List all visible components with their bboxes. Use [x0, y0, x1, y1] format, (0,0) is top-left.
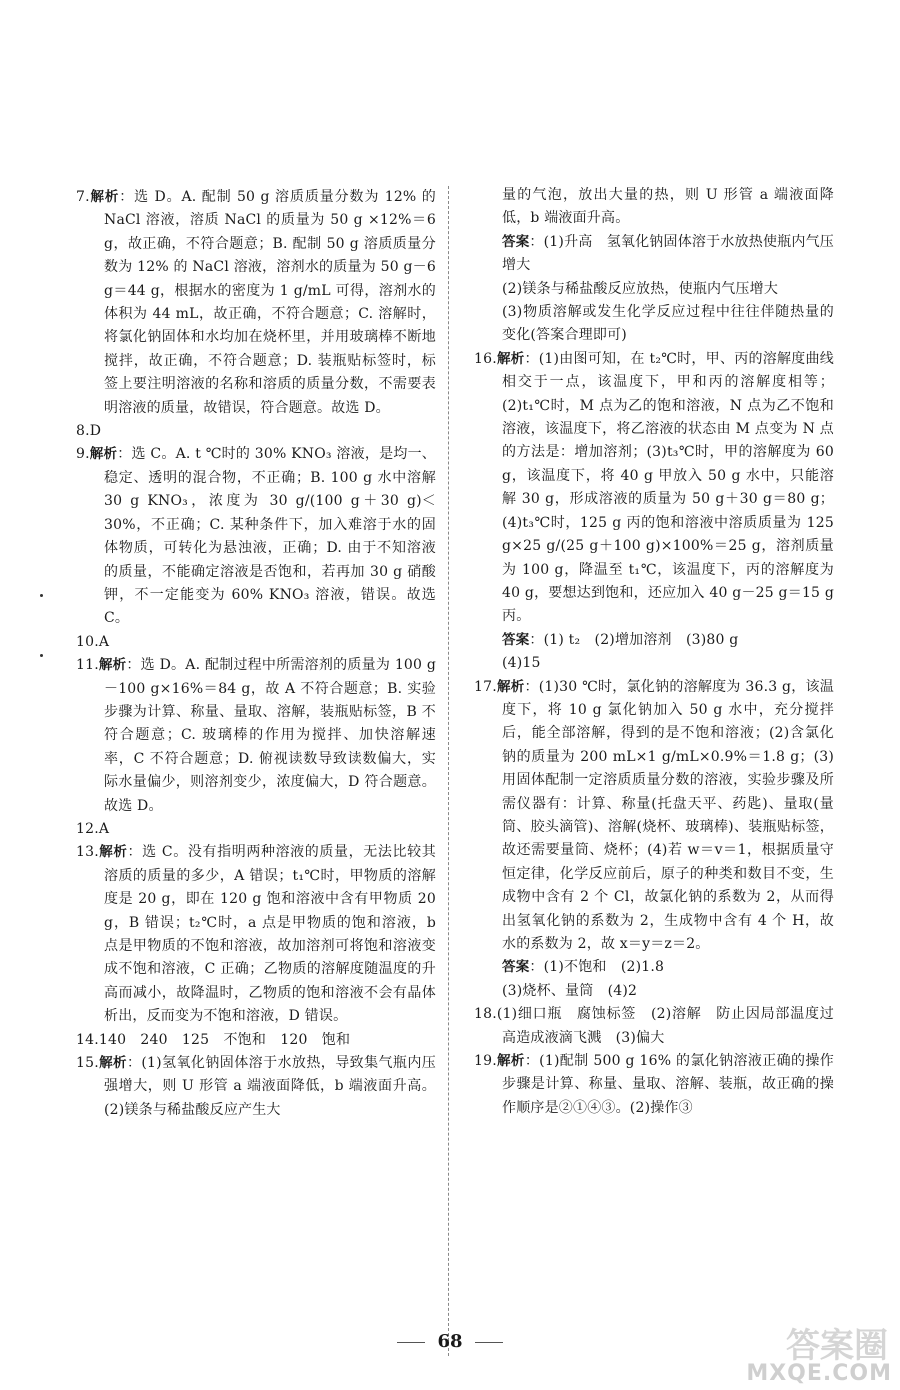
item-text: ：(1)由图可知，在 t₂℃时，甲、丙的溶解度曲线相交于一点，该温度下，甲和丙的溶解度相等；(2)t₁℃时，M 点为乙的饱和溶液，N 点为乙不饱和溶液，该温度下，将乙溶液的状态由 M 点变为 N 点的方法是：增加溶剂；(3)t₃℃时，甲的溶解度为 60 g，该温度下，将 40 g 甲放入 50 g 水中，只能溶解 30 g，形成溶液的质量为 50 g＋30 g＝80 g；(4)t₃℃时，125 g 丙的饱和溶液中溶质质量为 125 g×25 g/(25 g＋100 g)×100%＝25 g，溶剂质量为 100 g，降温至 t₁℃，该温度下，丙的溶解度为 40 g，要想达到饱和，还应加入 40 g－25 g＝15 g 丙。 — [502, 350, 834, 625]
answer-text: ：(1) t₂ (2)增加溶剂 (3)80 g — [529, 631, 739, 648]
item-keyword: 解析 — [89, 189, 120, 205]
left-column — [76, 186, 436, 1122]
item-text: (1)细口瓶 腐蚀标签 (2)溶解 防止因局部温度过高造成液滴飞溅 (3)偏大 — [496, 1006, 834, 1046]
margin-mark — [40, 654, 43, 657]
item-text: 140 240 125 不饱和 120 饱和 — [98, 1031, 351, 1048]
answer-item — [474, 348, 834, 629]
item-text: ：(1)30 ℃时，氯化钠的溶解度为 36.3 g，该温度下，将 10 g 氯化钠加入 50 g 水中，充分搅拌后，能全部溶解，得到的是不饱和溶液；(2)含氯化钠的质量为 200 mL×1 g/mL×0.9%＝1.8 g；(3)用固体配制一定溶质质量分数的溶液，实验步骤及所需仪器有：计算、称量(托盘天平、药匙)、量取(量筒、胶头滴管)、溶解(烧杯、玻璃棒)、装瓶贴标签，故还需要量筒、烧杯；(4)若 w＝v＝1，根据质量守恒定律，化学反应前后，原子的种类和数目不变，生成物中含有 2 个 Cl，故氯化钠的系数为 2，从而得出氢氧化钠的系数为 2，生成物中含有 4 个 H，故水的系数为 2，故 x＝y＝z＝2。 — [502, 678, 834, 952]
right-column — [474, 184, 834, 1120]
column-divider — [448, 186, 449, 1356]
item-keyword: 解析 — [98, 844, 128, 861]
item-number: 10. — [76, 633, 99, 650]
answer-item — [76, 631, 436, 654]
continued-text: 量的气泡，放出大量的热，则 U 形管 a 端液面降低，b 端液面升高。 — [502, 187, 834, 227]
item-text: A — [98, 633, 110, 650]
margin-mark — [40, 594, 43, 597]
item-number: 9. — [76, 446, 90, 463]
item-text: A — [98, 820, 110, 837]
answer-item — [76, 443, 436, 630]
item-keyword: 解析 — [496, 350, 525, 367]
answer-line — [474, 629, 834, 652]
answer-line — [474, 956, 834, 979]
item-text: ：(1)配制 500 g 16% 的氯化钠溶液正确的操作步骤是计算、称量、量取、溶解、装瓶，故正确的操作顺序是②①④③。(2)操作③ — [502, 1053, 834, 1116]
answer-keyword: 答案 — [502, 233, 530, 250]
item-keyword: 解析 — [89, 446, 118, 463]
item-number: 19. — [474, 1053, 497, 1070]
answer-item — [76, 1052, 436, 1122]
answer-item — [76, 654, 436, 818]
item-number: 8. — [76, 423, 90, 440]
item-text: ：选 C。A. t ℃时的 30% KNO₃ 溶液，是均一、稳定、透明的混合物，不正确；B. 100 g 水中溶解 30 g KNO₃，浓度为 30 g/(100 g＋30 g)＜30%，不正确；C. 某种条件下，加入难溶于水的固体物质，可转化为悬浊液，正确；D. 由于不知溶液的质量，不能确定溶液是否饱和，若再加 30 g 硝酸钾，不一定能变为 60% KNO₃ 溶液，错误。故选 C。 — [104, 446, 436, 627]
item-number: 11. — [76, 657, 99, 674]
item-number: 17. — [474, 678, 497, 695]
item-text: ：选 D。A. 配制 50 g 溶质质量分数为 12% 的 NaCl 溶液，溶质 NaCl 的质量为 50 g ×12%＝6 g，故正确，不符合题意；B. 配制 50 g 溶质质量分数为 12% 的 NaCl 溶液，溶剂水的质量为 50 g－6 g＝44 g，根据水的密度为 1 g/mL 可得，溶剂水的体积为 44 mL，故正确，不符合题意；C. 溶解时，将氯化钠固体和水均加在烧杯里，并用玻璃棒不断地搅拌，故正确，不符合题意；D. 装瓶贴标签时，标签上要注明溶液的名称和溶质的质量分数，不需要表明溶液的质量，故错误，符合题意。故选 D。 — [104, 189, 436, 416]
item-keyword: 解析 — [98, 1055, 127, 1072]
item-number: 7. — [76, 189, 90, 205]
answer-item — [76, 1029, 436, 1052]
answer-text: ：(1)升高 氢氧化钠固体溶于水放热使瓶内气压增大 — [502, 233, 834, 274]
answer-line — [474, 231, 834, 278]
item-number: 14. — [76, 1031, 99, 1048]
continued-text: (4)15 — [502, 655, 541, 672]
watermark — [700, 1318, 900, 1390]
item-keyword: 解析 — [496, 678, 525, 695]
item-keyword: 解析 — [496, 1053, 525, 1070]
watermark-logo: 答案圈 — [786, 1326, 888, 1366]
page-number-text: 68 — [437, 1331, 463, 1352]
item-number: 13. — [76, 844, 99, 861]
answer-item — [474, 1050, 834, 1120]
item-number: 15. — [76, 1055, 99, 1072]
item-number: 12. — [76, 820, 99, 837]
continued-text: (3)烧杯、量筒 (4)2 — [502, 982, 638, 999]
item-text: ：(1)氢氧化钠固体溶于水放热，导致集气瓶内压强增大，则 U 形管 a 端液面降低，b 端液面升高。(2)镁条与稀盐酸反应产生大 — [104, 1055, 436, 1118]
continued-text: (2)镁条与稀盐酸反应放热，使瓶内气压增大 — [502, 280, 779, 297]
watermark-site: MXQE.COM — [746, 1361, 892, 1386]
answer-keyword: 答案 — [502, 631, 530, 648]
item-number: 16. — [474, 350, 497, 367]
answer-item — [474, 1003, 834, 1050]
answer-item — [76, 420, 436, 443]
answer-item — [474, 676, 834, 957]
item-text: D — [89, 423, 102, 440]
continued-text: (3)物质溶解或发生化学反应过程中往往伴随热量的变化(答案合理即可) — [502, 304, 834, 344]
answer-keyword: 答案 — [502, 959, 530, 976]
item-number: 18. — [474, 1006, 497, 1023]
answer-item — [76, 186, 436, 420]
item-keyword: 解析 — [98, 657, 127, 674]
item-text: ：选 C。没有指明两种溶液的质量，无法比较其溶质的质量的多少，A 错误；t₁℃时，甲物质的溶解度是 20 g，即在 120 g 饱和溶液中含有甲物质 20 g，B 错误；t₂℃时，a 点是甲物质的饱和溶液，b 点是甲物质的不饱和溶液，故加溶剂可将饱和溶液变成不饱和溶液，C 正确；乙物质的溶解度随温度的升高而减小，故降温时，乙物质的饱和溶液不会有晶体析出，反而变为不饱和溶液，D 错误。 — [104, 844, 436, 1025]
answer-item — [76, 818, 436, 841]
answer-text: ：(1)不饱和 (2)1.8 — [529, 959, 665, 976]
item-text: ：选 D。A. 配制过程中所需溶剂的质量为 100 g－100 g×16%＝84 g，故 A 不符合题意；B. 实验步骤为计算、称量、量取、溶解，装瓶贴标签，B 不符合题意；C. 玻璃棒的作用为搅拌、加快溶解速率，C 不符合题意；D. 俯视读数导致读数偏大，实际水量偏少，则溶剂变少，浓度偏大，D 符合题意。故选 D。 — [104, 657, 436, 814]
answer-item — [76, 841, 436, 1028]
